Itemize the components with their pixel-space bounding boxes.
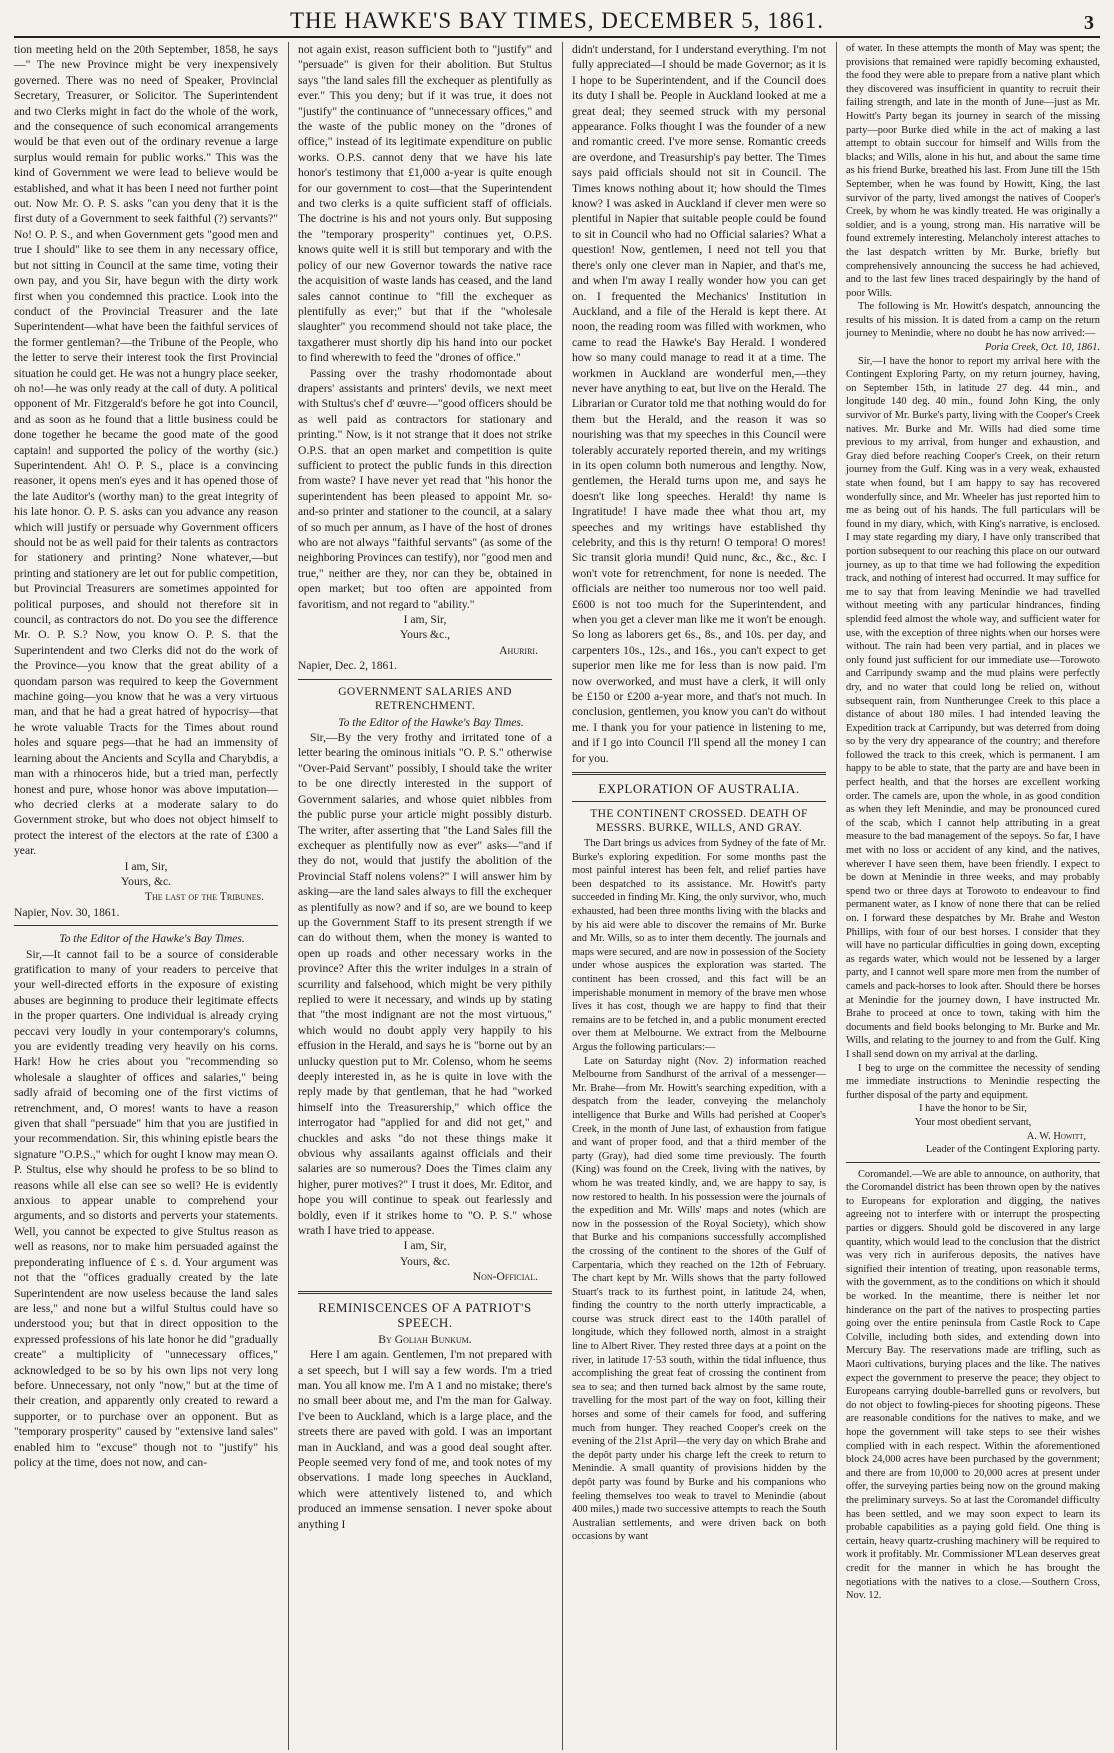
despatch-role: Leader of the Contingent Exploring party. <box>925 1144 1100 1156</box>
column-1 <box>14 42 278 1750</box>
divider <box>572 801 826 802</box>
column-4 <box>836 42 1100 1750</box>
column-2 <box>288 42 552 1750</box>
letter-place-date: Napier, Dec. 2, 1861. <box>298 659 398 673</box>
letter-place-date: Napier, Nov. 30, 1861. <box>14 905 120 919</box>
divider <box>846 1162 1100 1163</box>
article-body: of water. In these attempts the month of May was spent; the provisions that remained were rapidly becoming exhausted, the food they were able to prepare from a native plant which they discovered was insufficient in quantity to recruit their failing strength, and late in the month of June—just as Mr. Howitt's Party began its journey in search of the missing party—poor Burke died while in the act of making a last attempt to obtain succour for himself and Wills from the blacks; and Wills, alone in his hut, and about the same time as his friend Burke, breathed his last. From June till the 15th September, when he was found by Howitt, King, the last survivor of the party, lived amongst the natives of Cooper's Creek, by whom he was kindly treated. He was originally a soldier, and is a young, strong man. His narrative will be found extremely interesting. Melancholy interest attaches to the last despatch written by Mr. Burke, briefly but comprehensively announcing the success he had achieved, and to the last few lines traced despairingly by the hand of poor Wills. <box>846 43 1100 299</box>
letter-yours: Yours, &c. <box>120 874 172 888</box>
letter-signature: Ahuriri. <box>499 643 538 657</box>
letter-body: Sir,—By the very frothy and irritated tone of a letter bearing the ominous initials "O. P. S." otherwise "Over-Paid Servant" possibly, I should take the writer to be one directly interested in the support of Government salaries, and whose quiet nibbles from the public purse your article might possibly disturb. The writer, after asserting that "the Land Sales fill the exchequer as plentifully now as ever" asks—"and if they do not, would that justify the abolition of the Provincial Staff nolens volens?" I will answer him by asking—are the land sales always to fill the exchequer as plentifully as now? and if so, are we bound to keep up the Government Staff to its present strength if we can do without them, when the money is wanted to open up roads and other necessary works in the province? After this the writer indulges in a strain of scurrility and falsehood, which might be very pithily replied to were it necessary, and winds up by stating that "the most indignant are not the most virtuous," which would no doubt apply very happily to his effusion in the Herald, and says he is "borne out by an unlucky question put to Mr. Colenso, whom he seems deeply interested in, as he is quite in love with the reply made by that gentleman, that he had "worked himself into the Treasurership," which office the interrogator had "applied for and did not get," and chuckles and asks "do not these things make it obvious why assailants against officials and their salaries are so numerous? Does the Times claim any higher, purer motives?" I trust it does, Mr. Editor, and hope you will continue to speak out fearlessly and boldly, even if it strikes home to "O. P. S." whose wrath I have tried to appease. <box>298 731 552 1238</box>
section-subtitle: THE CONTINENT CROSSED. DEATH OF MESSRS. BURKE, WILLS, AND GRAY. <box>590 807 808 835</box>
section-title: EXPLORATION OF AUSTRALIA. <box>598 781 800 797</box>
article-byline: By Goliah Bunkum. <box>378 1332 472 1346</box>
despatch-dateline: Poria Creek, Oct. 10, 1861. <box>984 342 1100 354</box>
masthead <box>14 6 1100 38</box>
letter-body: not again exist, reason sufficient both to "justify" and "persuade" is given for their abolition. But Stultus says "the land sales fill the exchequer as plentifully as ever." This you deny; but if it was true, it does not "justify" the continuance of "unnecessary offices," and the waste of the public money on the "drones of office," instead of its legitimate expenditure on public works. O.P.S. cannot deny that we have his late honor's testimony that £1,000 a-year is quite enough for our government to cost—that the Superintendent and two clerks is a quite sufficient staff of officials. The doctrine is his and not yours only. But supposing the "temporary prosperity" continues yet, O.P.S. knows quite well it is still but temporary and with the policy of our new Governor towards the native race the acquisition of waste lands has ceased, and the land sales cannot continue to "fill the exchequer as plentifully as ever;" but that if the "wholesale slaughter" you recommend should not take place, the taxgatherer must shortly dip his hand into our pocket to find wherewith to feed the "drones of office." <box>298 43 552 365</box>
column-3 <box>562 42 826 1750</box>
article-title: REMINISCENCES OF A PATRIOT'S SPEECH. <box>318 1299 532 1330</box>
news-item-coromandel: Coromandel.—We are able to announce, on authority, that the Coromandel district has been thrown open by the natives to Europeans for exploration and digging, the natives agreeing not to interfere with or interrupt the prospecting parties or diggers. Should gold be discovered in any large quantity, which would lead to the conclusion that the district was very rich in auriferous deposits, the natives have signified their intention of treating, upon reasonable terms, with the government, as to the conditions on which it should be worked. In the meantime, there is neither let nor hinderance on the part of the natives to prospecting parties going over the entire peninsula from Castle Rock to Cape Colville, including both sides, and extending down into Mercury Bay. The reservations made are trifling, such as Maori cultivations, burying places and the like. The natives expect the government to preserve the peace; they object to Europeans carrying double-barrelled guns or revolvers, but do not object to fowling-pieces for shooting pigeons. These are reasonable conditions for the natives to make, and we hope the government will take steps to see their wishes complied with in each respect. Within the aforementioned block 24,000 acres have been purchased by the government; and there are from 10,000 to 20,000 acres at present under offer, the surveying parties being now on the ground making the preliminary surveys. So at last the Coromandel difficulty has been settled, and we may soon expect to learn its probable capabilities as a paying gold field. One thing is certain, heavy quartz-crushing machinery will be required to work it profitably. Mr. Commissioner M'Lean deserves great credit for the manner in which he has brought the negotiations with the natives to a close.—Southern Cross, Nov. 12. <box>846 1168 1100 1602</box>
columns <box>14 42 1100 1750</box>
article-body: Here I am again. Gentlemen, I'm not prepared with a set speech, but I will say a few words. I'm a tried man. You all know me. I'm A 1 and no mistake; there's no small beer about me, and I'm the man for Galway. I've been to Auckland, which is a large place, and the streets there are paved with gold. I was an important man in Auckland, and was a good deal sought after. People seemed very fond of me, and took notes of my observations. I made long speeches in Auckland, which were attentively listened to, and which produced an immense sensation. I never spoke about anything I <box>298 1348 552 1531</box>
despatch-body: I beg to urge on the committee the necessity of sending me immediate instructions to Menindie respecting the further disposal of the party and equipment. <box>846 1062 1100 1101</box>
letter-closing: I am, Sir, <box>403 613 447 627</box>
letter-body: tion meeting held on the 20th September, 1858, he says—" The new Province might be very inexpensively governed. There was no need of Speaker, Provincial Secretary, Treasurer, or Solicitor. The Superintendent and two Clerks might in fact do the whole of the work, and the consequence of such economical arrangements would be that even out of the ordinary revenue a large surplus would remain for public works." This was the kind of Government we were lead to believe would be established, and what it has been I need not further point out. Now Mr. O. P. S. asks "can you deny that it is the first duty of a Government to seek faithful (?) servants?" No! O. P. S., and when Government gets "good men and true I should" like to see them in any necessary office, but not sitting in Council at the same time, voting their own pay, and you Sir, have begun with the dirty work first when you condemned this practice. Look into the conduct of the Provincial Treasurer and the late Superintendent—what have been the faithful services of the former gentleman?—the Tribune of the People, who the letter to serve their interest took the first Provincial situation he could get. He was not a hungry place seeker, oh no!—he was only ready at the call of duty. A political opponent of Mr. Fitzgerald's before he got into Council, and as soon as he found that a little business could be done together he became the good mate of the good captain! and supported the policy of the worthy (sic.) Superintendent. Ah! O. P. S., place is a convincing reasoner, it opens men's eyes and it has opened those of the late Auditor's (worthy man) to the great integrity of his late honor. O. P. S. asks can you advance any reason which will justify or persuade why Government officers should not be as well paid for their talents as contractors for stationery and printing? None whatever,—but printing and stationery are let out for public competition, but Provincial Treasurers are sometimes appointed for political purposes, and should not therefore sit in council, as contractors do not. Do you see the difference Mr. O. P. S.? Now, you know O. P. S. that the Superintendent and two Clerks did not do the work of the Province—you know that the great ability of a quondam parson was required to keep the Government machine going—you know that he was a very virtuous man, and that he had a great hatred of hypocrisy—that he wrote valuable Tracts for the Times about round holes and square pegs—that he had an immensity of learning about the Ancients and Scylla and Charybdis, a man with a rhinoceros hide, but a tried man, perfectly honest and pure, whose honor was above imputation—who decried clerks at a moderate salary to do Government stroke, but who does not object himself to protect the interest of the electors at the rate of £300 a year. <box>14 43 278 858</box>
letter-yours: Yours, &c. <box>399 1254 451 1268</box>
letter-heading: To the Editor of the Hawke's Bay Times. <box>338 715 524 729</box>
despatch-signature: A. W. Howitt, <box>1026 1130 1086 1142</box>
despatch-closing: I have the honor to be Sir, <box>919 1103 1027 1115</box>
despatch-body: Sir,—I have the honor to report my arrival here with the Contingent Exploring Party, on my return journey, having, on September 15th, in latitude 27 deg. 44 min., and longitude 140 deg. 40 min., found John King, the only survivor of Mr. Burke's party, living with the Cooper's Creek natives. Mr. Burke and Mr. Wills had died some time previous to my arrival, from hunger and exhaustion, and Gray died before reaching Cooper's Creek, on their return journey from the Gulf. King was in a very weak, exhausted state when found, but I am happy to say has recovered wonderfully since, and Mr. Wheeler has just reported him to me as being out of his hands. The full particulars will be found in my diary, which, with King's narrative, is enclosed. I may state regarding my diary, I have only transcribed that portion subsequent to our reaching this place on our outward journey, as up to that time we had following the expedition track, and nothing of interest had occurred. It may suffice for me to say that from leaving Menindie we had travelled without meeting with any particular hindrances, finding splendid feed almost the whole way, and sufficient water for use, with the exception of three nights when our horses were without. The rain had been very partial, and in places we only found just sufficient for our immediate use—Torowoto and Carripundy swamp and the mud plains were perfectly dry, and no water that could long be relied on, without subsequent rain, from Nuntherungee Creek to this place a distance of about 180 miles. I had intended leaving the Expedition track at Carripundy, but was deterred from doing so by the very dry appearance of the country; and therefore followed the track to this creek, which is permanent. I am happy to be able to state, that the party are and have been in perfect health, and that the horses are excellent working order. The camels are, upon the whole, in as good condition as when they left Menindie, and may be pronounced cured of the scab, which I cannot help attributing in a great measure to the bad management of the sepoys. So far, I have met with no loss or accident of any kind, and the natives, wherever I have seen them, have been friendly. I expect to be down at Menindie in three weeks, and may probably spend two or three days at Torowoto to endeavour to find permanent water, as I know of none there that can be relied on. I forward these despatches by Mr. Brahe and Weston Phillips, with four of our best horses. I consider that they will have no particular difficulties in going down, excepting as regards water, which would not be lessened by a larger party, and I cannot well spare more men from the number of camels and pack-horses to look after. Should there be horses at Menindie for the journey down, I have instructed Mr. Brahe to proceed at once to town, taking with him the documents and field books belonging to Mr. Burke and Mr. Wills, and relating to the journey to and from the Gulf. King I shall send down on my arrival at the darling. <box>846 355 1100 1060</box>
article-body: Late on Saturday night (Nov. 2) information reached Melbourne from Sandhurst of the arrival of a messenger—Mr. Brahe—from Mr. Howitt's searching expedition, with a despatch from the leader, conveying the melancholy intelligence that Burke and Wills had perished at Cooper's Creek, in the month of June last, of exhaustion from fatigue and want of proper food, and that a third member of the party (Gray), had died some time previously. The fourth (King) was found on the Creek, living with the natives, by whom he was treated kindly, and, we are happy to say, is now restored to health. In his possession were the journals of the expedition and Mr. Wills' maps and notes (which are now in the possession of the Royal Society), which show that Burke and his companions successfully accomplished the crossing of the continent to the shores of the Gulf of Carpentaria, which they reached on the 12th of February. The chart kept by Mr. Wills shows that the party followed Stuart's track to its furthest point, in latitude 24, when, finding the country to the north utterly impracticable, a course was struck direct east to the 140th parallel of longitude, which they followed north, almost in a straight line to Albert River. They rested three days at a point on the river, in latitude 17·53 south, within the tidal influence, thus accomplishing the great feat of crossing the continent from sea to sea; and then turned back almost by the same route, travelling for the most part of the way on foot, killing their horses and some of their camels for food, and suffering much from hunger. They reached Cooper's creek on the evening of the 21st April—the very day on which Brahe and the depôt party under his charge left the creek to return to Menindie. A small quantity of provisions hidden by the depôt party was found by Burke and his companions who feeling themselves too weak to travel to Menindie (about 400 miles,) made two successive attempts to reach the South Australian settlements, and were driven back on both occasions by want <box>572 1055 826 1543</box>
letter-yours: Yours &c., <box>399 628 451 642</box>
article-title: GOVERNMENT SALARIES AND RETRENCHMENT. <box>338 684 512 712</box>
letter-signature: Non-Official. <box>472 1270 538 1284</box>
letter-heading: To the Editor of the Hawke's Bay Times. <box>59 932 245 946</box>
letter-signature: The last of the Tribunes. <box>144 890 264 904</box>
despatch-servant: Your most obedient servant, <box>914 1116 1032 1128</box>
page-number: 3 <box>1084 12 1094 34</box>
divider <box>298 1291 552 1294</box>
letter-body: Sir,—It cannot fail to be a source of considerable gratification to many of your readers to perceive that your well-directed efforts in the exposure of existing abuses are beginning to produce their legitimate effects in the proper quarters. One individual is already crying peccavi very loudly in your contemporary's columns, you are evidently treading very heavily on his corns. Hark! How he cries about you "recommending so wholesale a slaughter of offices and salaries," being sadly afraid of becoming one of the first victims of retrenchment, and, O mores! wants to have a reason given that shall "persuade" him that you are justified in your recommendation. Sir, this whining epistle bears the signature "O.P.S.," which for ought I know may mean O. P. Stultus, else why should he profess to be so blind to reasons while all else can see so well? He is evidently anxious to appear unable to comprehend your arguments, and so distorts and perverts your statements. Well, you cannot be expected to give Stultus reason as well as reasons, nor to make him persuaded against the preponderating influence of £ s. d. Your argument was not that the "offices gradually created by the late Superintendent are now useless because the land sales are less," and none but a wilful Stultus could have so understood you; but that in direct opposition to the expressed professions of his late honor he did "gradually create" a multiplicity of "unnecessary offices," acknowledged to be so by his own lips not very long before. Unnecessary, not only "now," but at the time of their creation, and apparently only created to reward a supporter, or to purchase over an opponent. But as "temporary prosperity" caused by "extensive land sales" enabled him to "excuse" though not to "justify" his policy at the time, does not now, and can- <box>14 947 278 1469</box>
article-body: didn't understand, for I understand everything. I'm not fully appreciated—I should be made Governor; as it is I hope to be Superintendent, and if the Council does its duty I shall be. People in Auckland looked at me a great deal; they seemed struck with my personal appearance. Folks thought I was the founder of a new and romantic creed. I've more sense. Romantic creeds are overdone, and Treasurship's pay better. The Times says paid officials should not sit in Council. The Times knows nothing about it; how should the Times know? I was asked in Auckland if clever men were so plentiful in Napier that suitable people could be found to sit in Council who had no Official salaries? What a question! Now, gentlemen, I need not tell you that there's only one clever man in Napier, and that's me, and when I'm away I really wonder how you can get on. I frequented the Mechanics' Institution in Auckland, and a file of the Herald is kept there. At noon, the reading room was filled with workmen, who came to read the Hawke's Bay Herald. I wondered how so many could manage to read it at a time. The workmen in Auckland are wonderful men,—they never have anything to eat, but live on the Herald. The Librarian or Curator told me that nothing would do for them but the Herald, and the reason it was so nourishing was that my speeches in this Council were tolerably accurately reported therein, and my writings in its open column both numerous and lengthy. Now, gentlemen, the Herald turns upon me, and says he doesn't like long speeches. Herald! thy name is Ingratitude! I have made thee what thou art, my speeches and my writings have established thy celebrity, and this is thy return! O tempora! O mores! Sic transit gloria mundi! Quid nunc, &c., &c., &c. I won't vote for retrenchment, for none is needed. The officials are neither too numerous nor too well paid. £600 is not too much for the Superintendent, and when you get a clever man like me it won't be enough. So long as laborers get 6s., 8s., and 10s. per day, and carpenters 10s., 12s., and 16s., you can't expect to get superior men like me for less than is now paid. I'm now overworked, and must have a clerk, it will only be £150 or £200 a-year more, and that's not much. In conclusion, gentlemen, you know you can't do without me. I thank you for your patience in listening to me, and if I go into Council I'll spend all the money I can for you. <box>572 43 826 765</box>
divider <box>298 679 552 680</box>
divider <box>14 925 278 926</box>
divider <box>572 772 826 775</box>
article-body: The Dart brings us advices from Sydney of the fate of Mr. Burke's exploring expedition. For some months past the most painful interest has been felt, and relief parties have been despatched to its assistance. Mr. Howitt's party succeeded in finding Mr. King, the only survivor, who, much exhausted, had been three months living with the blacks and by his aid were able to discover the remains of Mr. Burke and Mr. Wills, so as to inter them decently. The journals and maps were secured, and are now in possession of the Society under whose auspices the exploration was started. The continent has been crossed, and this fact will be an imperishable monument in memory of the brave men whose lives it has cost, though we are happy to find that their remains are to be fetched in, and a public monument erected over them at Melbourne. We extract from the Melbourne Argus the following particulars:— <box>572 838 826 1053</box>
masthead-title: THE HAWKE'S BAY TIMES, DECEMBER 5, 1861. <box>289 8 825 33</box>
letter-closing: I am, Sir, <box>403 1239 447 1253</box>
article-body: The following is Mr. Howitt's despatch, announcing the results of his mission. It is dated from a camp on the return journey to Menindie, where no doubt he has now arrived:— <box>846 301 1100 340</box>
letter-closing: I am, Sir, <box>124 859 168 873</box>
letter-body: Passing over the trashy rhodomontade about drapers' assistants and printers' devils, we next meet with Stultus's chef d' œuvre—"good officers should be as well paid as contractors for stationary and printing." Now, is it not strange that it does not strike O.P.S. that an open market and competition is quite sufficient to protect the public funds in this direction from waste? I have never yet read that "his honor the superintendent has been pleased to appoint Mr. so-and-so printer and stationer to the council, at a salary of so much per annum, as I have of the host of drones who are not always "faithful servants" (as some of the neighboring Provinces can testify), nor "good men and true," neither are they, nor can they be, obtained in open market; but too often are appointed from favoritism, and not regard to "ability." <box>298 366 552 611</box>
